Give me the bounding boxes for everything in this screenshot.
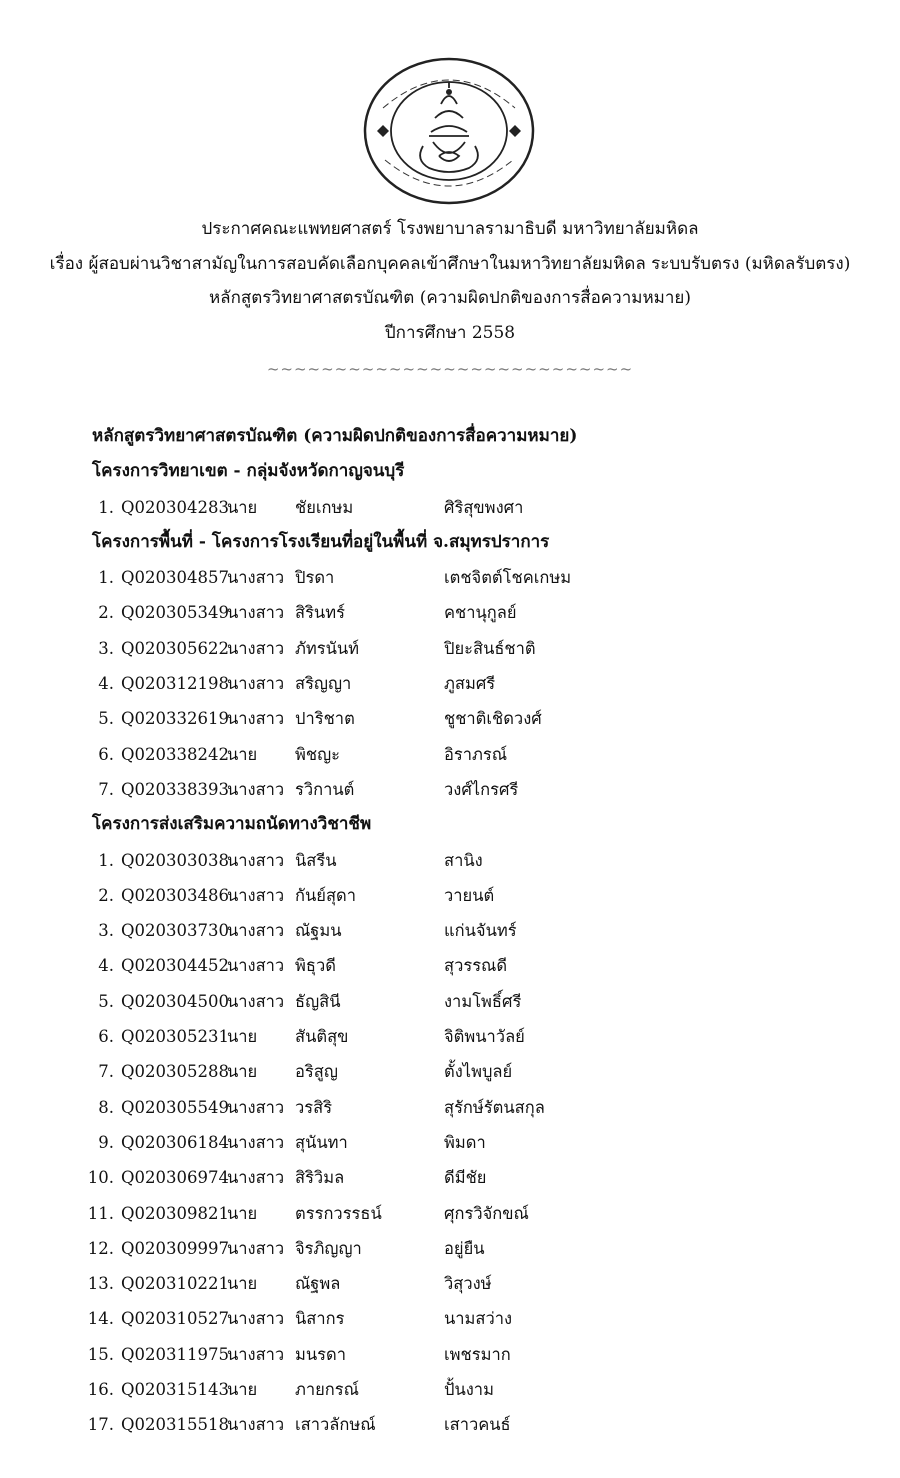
applicant-id: Q020315518 xyxy=(121,1415,230,1435)
name-title: นางสาว xyxy=(227,991,285,1011)
row-number: 2. xyxy=(98,603,114,623)
results-list xyxy=(0,419,900,1443)
applicant-id: Q020304283 xyxy=(121,497,230,517)
name-title: นางสาว xyxy=(227,779,285,799)
first-name: ภัทรนันท์ xyxy=(295,638,360,658)
row-number: 13. xyxy=(87,1274,114,1294)
section-heading: โครงการพื้นที่ - โครงการโรงเรียนที่อยู่ในพื้นที่ จ.สมุทรปราการ xyxy=(92,531,550,552)
name-title: นางสาว xyxy=(227,956,285,976)
last-name: วายนต์ xyxy=(444,885,495,905)
name-title: นางสาว xyxy=(227,885,285,905)
applicant-id: Q020310527 xyxy=(121,1309,230,1329)
first-name: พิชญะ xyxy=(295,744,340,764)
applicant-id: Q020304500 xyxy=(121,991,230,1011)
list-item xyxy=(0,1407,900,1442)
list-item xyxy=(0,1337,900,1372)
list-item xyxy=(0,948,900,983)
name-title: นาย xyxy=(227,1380,258,1400)
name-title: นางสาว xyxy=(227,568,285,588)
row-number: 15. xyxy=(87,1344,114,1364)
name-title: นางสาว xyxy=(227,638,285,658)
last-name: วิสุวงษ์ xyxy=(444,1274,492,1294)
name-title: นางสาว xyxy=(227,1097,285,1117)
last-name: สานิง xyxy=(444,850,483,870)
applicant-id: Q020304857 xyxy=(121,568,230,588)
name-title: นางสาว xyxy=(227,1309,285,1329)
row-number: 3. xyxy=(98,638,114,658)
row-number: 5. xyxy=(98,709,114,729)
list-item xyxy=(0,490,900,525)
last-name: สุรักษ์รัตนสกุล xyxy=(444,1097,545,1117)
first-name: เสาวลักษณ์ xyxy=(295,1415,376,1435)
name-title: นาย xyxy=(227,1062,258,1082)
list-item xyxy=(0,1266,900,1301)
applicant-id: Q020305622 xyxy=(121,638,230,658)
last-name: ตั้งไพบูลย์ xyxy=(444,1062,513,1082)
list-item xyxy=(0,701,900,736)
applicant-id: Q020305549 xyxy=(121,1097,230,1117)
applicant-id: Q020305231 xyxy=(121,1027,230,1047)
last-name: จิติพนาวัลย์ xyxy=(444,1027,525,1047)
applicant-id: Q020303038 xyxy=(121,850,230,870)
applicant-id: Q020306974 xyxy=(121,1168,230,1188)
name-title: นางสาว xyxy=(227,850,285,870)
section-heading: โครงการส่งเสริมความถนัดทางวิชาชีพ xyxy=(92,814,372,835)
list-item xyxy=(0,1019,900,1054)
last-name: ปั้นงาม xyxy=(444,1380,494,1400)
applicant-id: Q020309821 xyxy=(121,1203,230,1223)
list-item xyxy=(0,737,900,772)
applicant-id: Q020338242 xyxy=(121,744,230,764)
first-name: ปาริชาต xyxy=(295,709,355,729)
list-item xyxy=(0,1054,900,1089)
last-name: สุวรรณดี xyxy=(444,956,508,976)
applicant-id: Q020315143 xyxy=(121,1380,230,1400)
last-name: เตชจิตต์โชคเกษม xyxy=(444,568,572,588)
first-name: สิรินทร์ xyxy=(295,603,345,623)
name-title: นางสาว xyxy=(227,603,285,623)
first-name: พิธุวดี xyxy=(295,956,336,976)
first-name: ภายกรณ์ xyxy=(295,1380,359,1400)
row-number: 7. xyxy=(98,1062,114,1082)
first-name: รวิกานต์ xyxy=(295,779,355,799)
last-name: ภูสมศรี xyxy=(444,674,496,694)
first-name: นิสากร xyxy=(295,1309,345,1329)
announcement-academic-year: ปีการศึกษา 2558 xyxy=(384,322,516,343)
first-name: ปิรดา xyxy=(295,568,335,588)
applicant-id: Q020310221 xyxy=(121,1274,230,1294)
list-item xyxy=(0,1090,900,1125)
announcement-program: หลักสูตรวิทยาศาสตรบัณฑิต (ความผิดปกติของการสื่อความหมาย) xyxy=(208,288,692,308)
row-number: 14. xyxy=(87,1309,114,1329)
row-number: 11. xyxy=(87,1203,114,1223)
first-name: ณัฐพล xyxy=(295,1274,341,1294)
last-name: ศุกรวิจักขณ์ xyxy=(444,1203,529,1223)
row-number: 12. xyxy=(87,1238,114,1258)
last-name: งามโพธิ์ศรี xyxy=(444,991,522,1011)
list-item xyxy=(0,666,900,701)
list-item xyxy=(0,1301,900,1336)
list-item xyxy=(0,913,900,948)
list-item xyxy=(0,984,900,1019)
list-item xyxy=(0,560,900,595)
first-name: สุนันทา xyxy=(295,1132,348,1152)
row-number: 2. xyxy=(98,885,114,905)
list-item xyxy=(0,1125,900,1160)
last-name: เพชรมาก xyxy=(444,1344,511,1364)
applicant-id: Q020303486 xyxy=(121,885,230,905)
last-name: อยู่ยืน xyxy=(444,1238,485,1258)
first-name: นิสรีน xyxy=(295,850,337,870)
row-number: 10. xyxy=(87,1168,114,1188)
last-name: อิราภรณ์ xyxy=(444,744,508,764)
name-title: นาย xyxy=(227,744,258,764)
applicant-id: Q020338393 xyxy=(121,779,230,799)
name-title: นางสาว xyxy=(227,1344,285,1364)
list-item xyxy=(0,631,900,666)
announcement-subject: เรื่อง ผู้สอบผ่านวิชาสามัญในการสอบคัดเลือกบุคคลเข้าศึกษาในมหาวิทยาลัยมหิดล ระบบรับตรง (มหิดลรับตรง) xyxy=(49,253,851,274)
row-number: 16. xyxy=(87,1380,114,1400)
first-name: สริญญา xyxy=(295,674,352,694)
program-heading: หลักสูตรวิทยาศาสตรบัณฑิต (ความผิดปกติของการสื่อความหมาย) xyxy=(92,426,578,446)
first-name: วรสิริ xyxy=(295,1097,333,1117)
name-title: นาย xyxy=(227,497,258,517)
announcement-title: ประกาศคณะแพทยศาสตร์ โรงพยาบาลรามาธิบดี มหาวิทยาลัยมหิดล xyxy=(201,219,699,239)
first-name: ตรรกวรรธน์ xyxy=(295,1203,382,1223)
first-name: อริสูญ xyxy=(295,1062,338,1082)
row-number: 6. xyxy=(98,1027,114,1047)
last-name: ปิยะสินธ์ชาติ xyxy=(444,638,536,658)
last-name: ดีมีชัย xyxy=(444,1168,487,1188)
last-name: แก่นจันทร์ xyxy=(444,921,517,941)
name-title: นางสาว xyxy=(227,1132,285,1152)
applicant-id: Q020306184 xyxy=(121,1132,230,1152)
last-name: คชานุกูลย์ xyxy=(444,603,517,623)
list-item xyxy=(0,878,900,913)
row-number: 4. xyxy=(98,674,114,694)
last-name: ศิริสุขพงศา xyxy=(444,497,524,517)
row-number: 8. xyxy=(98,1097,114,1117)
list-item xyxy=(0,1231,900,1266)
last-name: เสาวคนธ์ xyxy=(444,1415,511,1435)
row-number: 6. xyxy=(98,744,114,764)
row-number: 17. xyxy=(87,1415,114,1435)
last-name: ชูชาติเชิดวงศ์ xyxy=(444,709,542,729)
first-name: มนรดา xyxy=(295,1344,346,1364)
name-title: นางสาว xyxy=(227,674,285,694)
row-number: 1. xyxy=(98,497,114,517)
name-title: นางสาว xyxy=(227,921,285,941)
first-name: ณัฐมน xyxy=(295,921,342,941)
announcement-header xyxy=(0,212,900,350)
tilde-divider: ~~~~~~~~~~~~~~~~~~~~~~~~~~~ xyxy=(266,360,634,378)
section-heading: โครงการวิทยาเขต - กลุ่มจังหวัดกาญจนบุรี xyxy=(92,461,405,482)
last-name: นามสว่าง xyxy=(444,1309,513,1329)
row-number: 9. xyxy=(98,1132,114,1152)
name-title: นาย xyxy=(227,1203,258,1223)
list-item xyxy=(0,595,900,630)
applicant-id: Q020305349 xyxy=(121,603,230,623)
first-name: ชัยเกษม xyxy=(295,497,354,517)
first-name: สันติสุข xyxy=(295,1027,349,1047)
list-item xyxy=(0,1196,900,1231)
last-name: วงศ์ไกรศรี xyxy=(444,779,519,799)
applicant-id: Q020311975 xyxy=(121,1344,230,1364)
list-item xyxy=(0,1160,900,1195)
first-name: ธัญสินี xyxy=(295,991,341,1011)
first-name: กันย์สุดา xyxy=(295,885,356,905)
applicant-id: Q020309997 xyxy=(121,1238,230,1258)
list-item xyxy=(0,772,900,807)
mahidol-seal-logo xyxy=(361,56,537,206)
list-item xyxy=(0,1372,900,1407)
last-name: พิมดา xyxy=(444,1132,486,1152)
applicant-id: Q020332619 xyxy=(121,709,230,729)
name-title: นาย xyxy=(227,1027,258,1047)
list-item xyxy=(0,843,900,878)
name-title: นาย xyxy=(227,1274,258,1294)
first-name: สิริวิมล xyxy=(295,1168,345,1188)
first-name: จิรภิญญา xyxy=(295,1238,362,1258)
name-title: นางสาว xyxy=(227,1238,285,1258)
applicant-id: Q020312198 xyxy=(121,674,230,694)
applicant-id: Q020304452 xyxy=(121,956,230,976)
row-number: 4. xyxy=(98,956,114,976)
name-title: นางสาว xyxy=(227,1168,285,1188)
row-number: 3. xyxy=(98,921,114,941)
applicant-id: Q020305288 xyxy=(121,1062,230,1082)
name-title: นางสาว xyxy=(227,1415,285,1435)
row-number: 1. xyxy=(98,568,114,588)
row-number: 1. xyxy=(98,850,114,870)
row-number: 5. xyxy=(98,991,114,1011)
name-title: นางสาว xyxy=(227,709,285,729)
row-number: 7. xyxy=(98,779,114,799)
applicant-id: Q020303730 xyxy=(121,921,230,941)
